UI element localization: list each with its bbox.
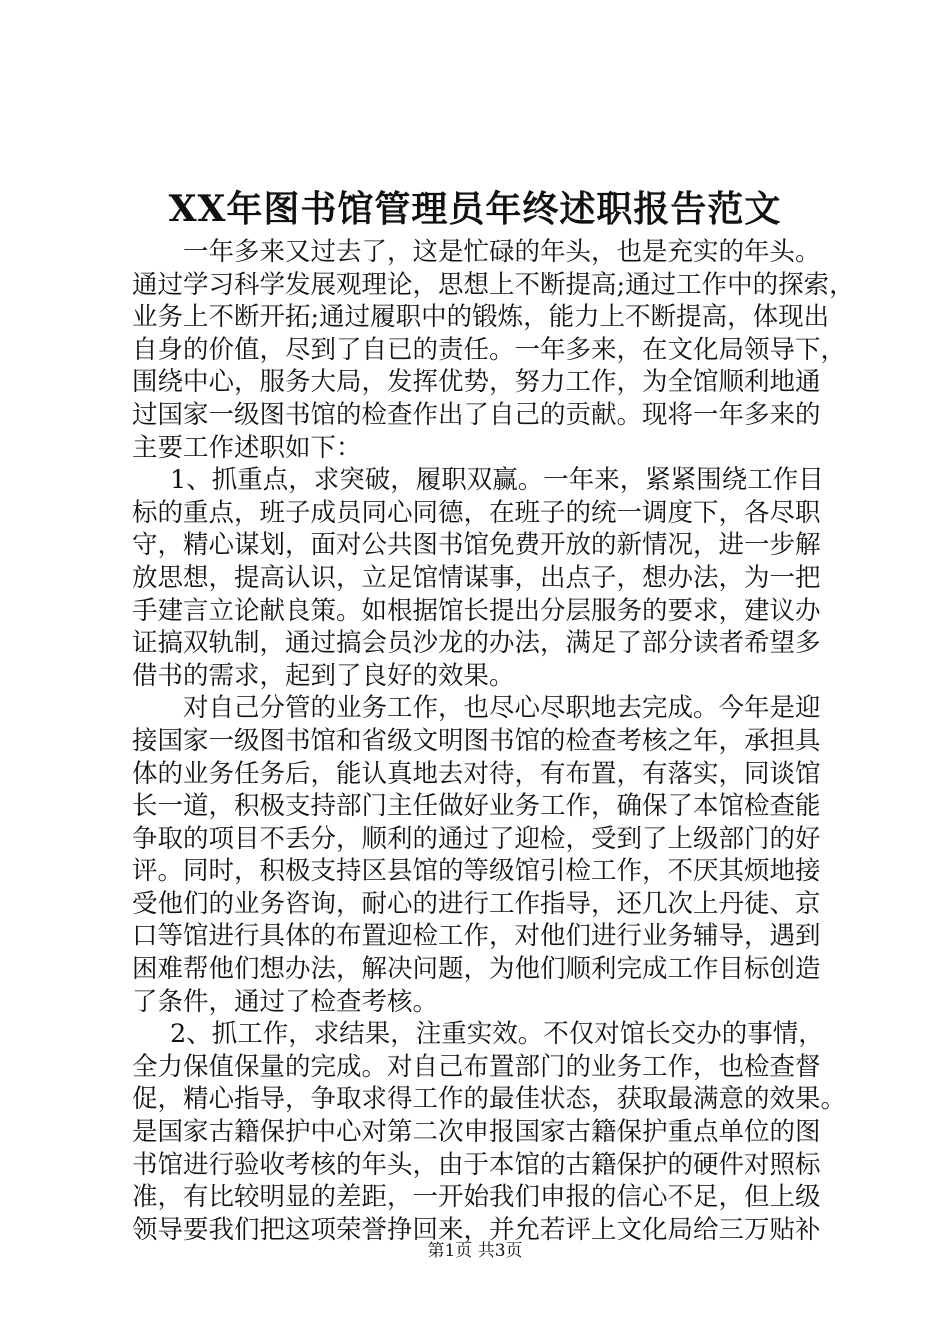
- body-line: 受他们的业务咨询，耐心的进行工作指导，还几次上丹徒、京: [132, 888, 821, 919]
- body-line: 过国家一级图书馆的检查作出了自己的贡献。现将一年多来的: [132, 399, 821, 430]
- body-line: 准，有比较明显的差距，一开始我们申报的信心不足，但上级: [132, 1182, 821, 1213]
- page-footer: 第1页 共3页: [427, 1241, 523, 1261]
- body-line: 困难帮他们想办法，解决问题，为他们顺利完成工作目标创造: [132, 954, 821, 985]
- body-line: 体的业务任务后，能认真地去对待，有布置，有落实，同谈馆: [132, 758, 821, 789]
- body-line: 手建言立论献良策。如根据馆长提出分层服务的要求，建议办: [132, 595, 821, 626]
- body-line: 全力保值保量的完成。对自己布置部门的业务工作，也检查督: [132, 1051, 821, 1082]
- body-line: 借书的需求，起到了良好的效果。: [132, 660, 515, 691]
- body-line: 领导要我们把这项荣誉挣回来，并允若评上文化局给三万贴补: [132, 1214, 821, 1245]
- body-line: 是国家古籍保护中心对第二次申报国家古籍保护重点单位的图: [132, 1117, 821, 1148]
- body-line: 放思想，提高认识，立足馆情谋事，出点子，想办法，为一把: [132, 562, 821, 593]
- body-line: 标的重点，班子成员同心同德，在班子的统一调度下，各尽职: [132, 497, 821, 528]
- body-line: 对自己分管的业务工作，也尽心尽职地去完成。今年是迎: [183, 693, 821, 724]
- body-line: 争取的项目不丢分，顺利的通过了迎检，受到了上级部门的好: [132, 823, 821, 854]
- body-line: 书馆进行验收考核的年头，由于本馆的古籍保护的硬件对照标: [132, 1149, 821, 1180]
- body-line: 接国家一级图书馆和省级文明图书馆的检查考核之年，承担具: [132, 725, 821, 756]
- body-line: 1、抓重点，求突破，履职双赢。一年来，紧紧围绕工作目: [170, 465, 824, 496]
- body-line: 围绕中心，服务大局，发挥优势，努力工作，为全馆顺利地通: [132, 367, 821, 398]
- body-line: 主要工作述职如下：: [132, 432, 362, 463]
- body-line: 业务上不断开拓;通过履职中的锻炼，能力上不断提高，体现出: [132, 302, 830, 333]
- body-line: 自身的价值，尽到了自已的责任。一年多来，在文化局领导下，: [132, 334, 847, 365]
- body-line: 守，精心谋划，面对公共图书馆免费开放的新情况，进一步解: [132, 530, 821, 561]
- body-line: 促，精心指导，争取求得工作的最佳状态，获取最满意的效果。: [132, 1084, 847, 1115]
- body-line: 2、抓工作，求结果，注重实效。不仅对馆长交办的事情，: [170, 1019, 824, 1050]
- body-line: 口等馆进行具体的布置迎检工作，对他们进行业务辅导，遇到: [132, 921, 821, 952]
- body-line: 了条件，通过了检查考核。: [132, 986, 439, 1017]
- document-title: XX年图书馆管理员年终述职报告范文: [168, 188, 782, 230]
- body-line: 长一道，积极支持部门主任做好业务工作，确保了本馆检查能: [132, 791, 821, 822]
- body-line: 证搞双轨制，通过搞会员沙龙的办法，满足了部分读者希望多: [132, 628, 821, 659]
- body-line: 评。同时，积极支持区县馆的等级馆引检工作，不厌其烦地接: [132, 856, 821, 887]
- document-body: [132, 236, 855, 1246]
- body-line: 一年多来又过去了，这是忙碌的年头，也是充实的年头。: [183, 237, 821, 267]
- body-line: 通过学习科学发展观理论，思想上不断提高;通过工作中的探索，: [132, 269, 855, 300]
